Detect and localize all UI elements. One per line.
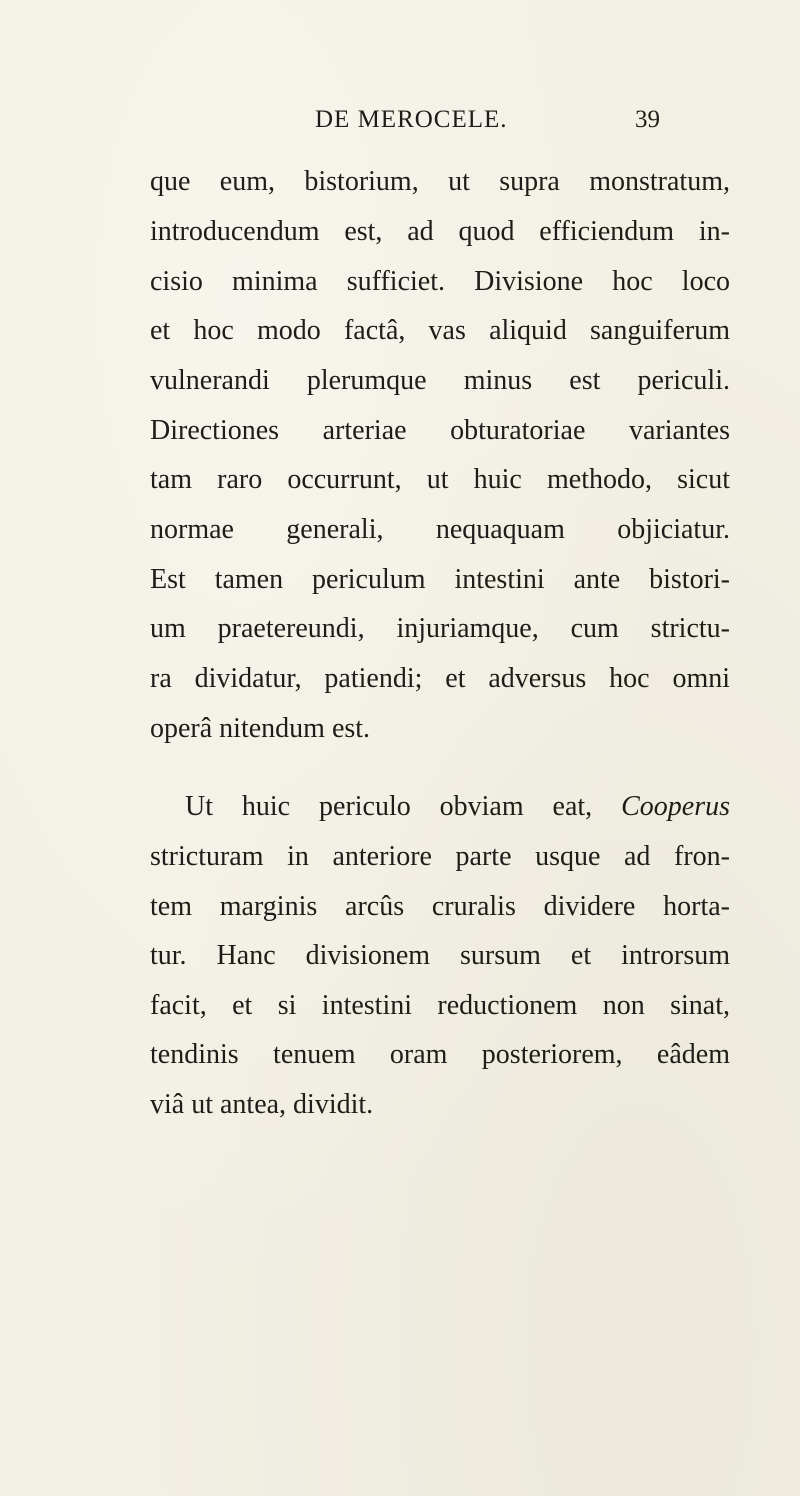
text-line: Directiones arteriae obturatoriae variantes	[150, 415, 730, 446]
text-line: tem marginis arcûs cruralis dividere horta-	[150, 891, 730, 922]
text-line: cisio minima sufficiet. Divisione hoc loco	[150, 266, 730, 297]
running-title: DE MEROCELE.	[315, 106, 508, 133]
text-line-first	[185, 790, 730, 824]
page-number: 39	[635, 106, 660, 133]
text-line: normae generali, nequaquam objiciatur.	[150, 514, 730, 545]
text-line: viâ ut antea, dividit.	[150, 1089, 374, 1120]
text-line: tendinis tenuem oram posteriorem, eâdem	[150, 1039, 730, 1070]
text-line: tur. Hanc divisionem sursum et introrsum	[150, 940, 730, 971]
text-line: stricturam in anteriore parte usque ad fron-	[150, 841, 730, 872]
text-line: et hoc modo factâ, vas aliquid sanguiferum	[150, 315, 730, 346]
text-line: tam raro occurrunt, ut huic methodo, sicut	[150, 464, 730, 495]
running-head	[0, 106, 800, 146]
text-line: um praetereundi, injuriamque, cum strictu-	[150, 613, 730, 644]
text-line: operâ nitendum est.	[150, 713, 371, 744]
text-line: facit, et si intestini reductionem non sinat,	[150, 990, 730, 1021]
text-line: introducendum est, ad quod efficiendum in-	[150, 216, 730, 247]
text-line: que eum, bistorium, ut supra monstratum,	[150, 166, 730, 197]
text-line: ra dividatur, patiendi; et adversus hoc omni	[150, 663, 730, 694]
text-line: vulnerandi plerumque minus est periculi.	[150, 365, 730, 396]
line-text: Ut huic periculo obviam eat,	[185, 791, 593, 822]
text-line: Est tamen periculum intestini ante bistori-	[150, 564, 730, 595]
author-name: Cooperus	[621, 791, 730, 822]
